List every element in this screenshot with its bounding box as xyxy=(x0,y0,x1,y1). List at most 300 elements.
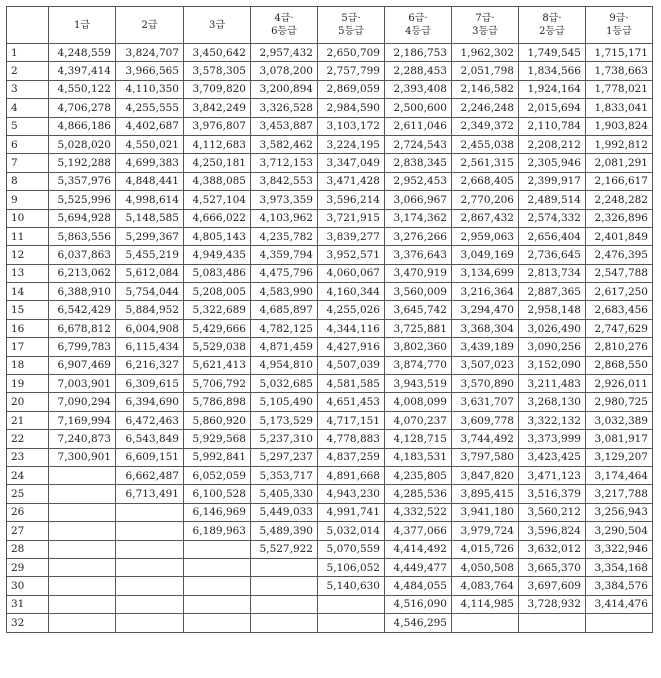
salary-cell: 3,414,476 xyxy=(586,595,653,613)
salary-cell xyxy=(49,614,116,632)
step-number-cell: 12 xyxy=(7,246,49,264)
salary-cell: 4,183,531 xyxy=(385,448,452,466)
salary-cell: 3,322,132 xyxy=(519,411,586,429)
salary-cell xyxy=(251,595,318,613)
salary-cell: 1,715,171 xyxy=(586,44,653,62)
table-row xyxy=(7,264,653,282)
salary-cell: 2,984,590 xyxy=(318,99,385,117)
step-number-cell: 8 xyxy=(7,172,49,190)
salary-cell: 4,388,085 xyxy=(184,172,251,190)
salary-cell: 4,866,186 xyxy=(49,117,116,135)
salary-cell: 3,712,153 xyxy=(251,154,318,172)
table-row xyxy=(7,80,653,98)
header-cell-grade: 1급 xyxy=(49,7,116,44)
salary-cell: 5,525,996 xyxy=(49,191,116,209)
salary-cell: 4,344,116 xyxy=(318,319,385,337)
salary-cell: 6,609,151 xyxy=(116,448,184,466)
salary-cell: 2,724,543 xyxy=(385,135,452,153)
salary-cell: 2,166,617 xyxy=(586,172,653,190)
salary-cell xyxy=(318,614,385,632)
table-row xyxy=(7,338,653,356)
salary-cell xyxy=(49,485,116,503)
salary-cell: 3,276,266 xyxy=(385,227,452,245)
salary-cell: 2,611,046 xyxy=(385,117,452,135)
salary-cell: 4,255,026 xyxy=(318,301,385,319)
step-number-cell: 20 xyxy=(7,393,49,411)
table-row xyxy=(7,117,653,135)
salary-cell: 4,359,794 xyxy=(251,246,318,264)
salary-cell: 4,805,143 xyxy=(184,227,251,245)
salary-cell xyxy=(318,595,385,613)
header-cell-step xyxy=(7,7,49,44)
salary-cell: 6,394,690 xyxy=(116,393,184,411)
salary-cell: 5,208,005 xyxy=(184,283,251,301)
salary-cell: 3,256,943 xyxy=(586,503,653,521)
salary-cell: 6,662,487 xyxy=(116,466,184,484)
salary-cell: 3,507,023 xyxy=(452,356,519,374)
salary-cell: 2,500,600 xyxy=(385,99,452,117)
salary-cell: 4,954,810 xyxy=(251,356,318,374)
salary-cell: 3,943,519 xyxy=(385,375,452,393)
salary-cell: 5,694,928 xyxy=(49,209,116,227)
salary-cell: 4,377,066 xyxy=(385,522,452,540)
salary-cell: 6,146,969 xyxy=(184,503,251,521)
salary-cell: 5,455,219 xyxy=(116,246,184,264)
salary-cell xyxy=(49,558,116,576)
salary-cell: 3,078,200 xyxy=(251,62,318,80)
salary-cell: 2,668,405 xyxy=(452,172,519,190)
salary-cell xyxy=(49,522,116,540)
salary-cell: 3,665,370 xyxy=(519,558,586,576)
salary-cell: 3,423,425 xyxy=(519,448,586,466)
salary-cell: 3,570,890 xyxy=(452,375,519,393)
salary-cell: 2,081,291 xyxy=(586,154,653,172)
salary-cell xyxy=(184,558,251,576)
salary-cell xyxy=(116,522,184,540)
table-row xyxy=(7,301,653,319)
salary-cell: 3,134,699 xyxy=(452,264,519,282)
salary-cell: 3,174,362 xyxy=(385,209,452,227)
salary-cell: 4,666,022 xyxy=(184,209,251,227)
salary-cell: 2,656,404 xyxy=(519,227,586,245)
salary-cell: 4,706,278 xyxy=(49,99,116,117)
salary-cell: 3,973,359 xyxy=(251,191,318,209)
salary-cell: 3,174,464 xyxy=(586,466,653,484)
salary-cell: 5,527,922 xyxy=(251,540,318,558)
salary-cell: 3,895,415 xyxy=(452,485,519,503)
table-row xyxy=(7,283,653,301)
salary-cell: 4,402,687 xyxy=(116,117,184,135)
salary-cell: 2,248,282 xyxy=(586,191,653,209)
salary-cell: 4,949,435 xyxy=(184,246,251,264)
salary-cell: 4,128,715 xyxy=(385,430,452,448)
step-number-cell: 26 xyxy=(7,503,49,521)
salary-cell: 4,160,344 xyxy=(318,283,385,301)
salary-cell: 6,678,812 xyxy=(49,319,116,337)
salary-cell: 4,235,805 xyxy=(385,466,452,484)
table-row xyxy=(7,99,653,117)
salary-cell: 2,868,550 xyxy=(586,356,653,374)
salary-cell: 3,797,580 xyxy=(452,448,519,466)
salary-cell: 5,106,052 xyxy=(318,558,385,576)
table-row xyxy=(7,246,653,264)
salary-cell: 2,349,372 xyxy=(452,117,519,135)
salary-cell: 1,962,302 xyxy=(452,44,519,62)
salary-cell: 2,146,582 xyxy=(452,80,519,98)
salary-cell: 3,049,169 xyxy=(452,246,519,264)
table-row xyxy=(7,135,653,153)
salary-cell xyxy=(116,503,184,521)
salary-cell: 4,651,453 xyxy=(318,393,385,411)
salary-cell: 3,453,887 xyxy=(251,117,318,135)
header-cell-grade: 9급· 1등급 xyxy=(586,7,653,44)
salary-cell: 1,749,545 xyxy=(519,44,586,62)
salary-cell: 6,799,783 xyxy=(49,338,116,356)
salary-cell: 2,305,946 xyxy=(519,154,586,172)
salary-cell: 6,115,434 xyxy=(116,338,184,356)
salary-cell: 3,152,090 xyxy=(519,356,586,374)
salary-cell: 2,926,011 xyxy=(586,375,653,393)
salary-cell: 3,632,012 xyxy=(519,540,586,558)
salary-cell: 2,867,432 xyxy=(452,209,519,227)
step-number-cell: 9 xyxy=(7,191,49,209)
salary-cell: 3,839,277 xyxy=(318,227,385,245)
salary-cell: 3,470,919 xyxy=(385,264,452,282)
salary-cell: 4,527,104 xyxy=(184,191,251,209)
salary-table xyxy=(6,6,653,633)
salary-cell: 4,110,350 xyxy=(116,80,184,98)
salary-cell: 2,813,734 xyxy=(519,264,586,282)
step-number-cell: 7 xyxy=(7,154,49,172)
table-row xyxy=(7,614,653,632)
salary-cell: 2,574,332 xyxy=(519,209,586,227)
salary-cell: 3,224,195 xyxy=(318,135,385,153)
salary-cell xyxy=(184,540,251,558)
salary-cell: 2,110,784 xyxy=(519,117,586,135)
salary-cell: 5,173,529 xyxy=(251,411,318,429)
salary-cell: 3,578,305 xyxy=(184,62,251,80)
salary-cell xyxy=(184,614,251,632)
salary-cell: 3,026,490 xyxy=(519,319,586,337)
salary-cell: 5,237,310 xyxy=(251,430,318,448)
salary-cell: 3,471,123 xyxy=(519,466,586,484)
salary-cell: 5,297,237 xyxy=(251,448,318,466)
step-number-cell: 13 xyxy=(7,264,49,282)
salary-cell: 5,529,038 xyxy=(184,338,251,356)
salary-cell: 3,347,049 xyxy=(318,154,385,172)
salary-cell: 4,507,039 xyxy=(318,356,385,374)
salary-cell: 3,354,168 xyxy=(586,558,653,576)
step-number-cell: 28 xyxy=(7,540,49,558)
salary-cell: 4,871,459 xyxy=(251,338,318,356)
salary-cell xyxy=(251,558,318,576)
salary-cell: 7,300,901 xyxy=(49,448,116,466)
salary-cell: 3,966,565 xyxy=(116,62,184,80)
step-number-cell: 29 xyxy=(7,558,49,576)
salary-cell: 2,547,788 xyxy=(586,264,653,282)
table-row xyxy=(7,172,653,190)
step-number-cell: 4 xyxy=(7,99,49,117)
salary-cell: 2,757,799 xyxy=(318,62,385,80)
step-number-cell: 31 xyxy=(7,595,49,613)
header-row xyxy=(7,7,653,44)
step-number-cell: 27 xyxy=(7,522,49,540)
salary-cell xyxy=(49,595,116,613)
salary-cell: 2,810,276 xyxy=(586,338,653,356)
step-number-cell: 32 xyxy=(7,614,49,632)
salary-cell: 5,860,920 xyxy=(184,411,251,429)
step-number-cell: 19 xyxy=(7,375,49,393)
salary-cell: 3,439,189 xyxy=(452,338,519,356)
salary-cell: 4,685,897 xyxy=(251,301,318,319)
salary-cell: 3,725,881 xyxy=(385,319,452,337)
step-number-cell: 15 xyxy=(7,301,49,319)
table-row xyxy=(7,44,653,62)
salary-cell xyxy=(116,540,184,558)
salary-cell xyxy=(184,595,251,613)
salary-cell: 4,285,536 xyxy=(385,485,452,503)
salary-cell: 5,786,898 xyxy=(184,393,251,411)
salary-cell: 2,489,514 xyxy=(519,191,586,209)
salary-cell: 2,393,408 xyxy=(385,80,452,98)
salary-cell: 4,427,916 xyxy=(318,338,385,356)
salary-cell: 7,090,294 xyxy=(49,393,116,411)
salary-cell: 2,186,753 xyxy=(385,44,452,62)
salary-cell xyxy=(251,614,318,632)
table-row xyxy=(7,558,653,576)
salary-cell: 4,837,259 xyxy=(318,448,385,466)
table-row xyxy=(7,577,653,595)
step-number-cell: 1 xyxy=(7,44,49,62)
salary-cell: 3,979,724 xyxy=(452,522,519,540)
salary-cell: 5,032,014 xyxy=(318,522,385,540)
salary-cell xyxy=(49,466,116,484)
salary-cell: 2,208,212 xyxy=(519,135,586,153)
salary-cell: 1,834,566 xyxy=(519,62,586,80)
salary-cell: 1,924,164 xyxy=(519,80,586,98)
header-cell-grade: 3급 xyxy=(184,7,251,44)
salary-cell: 4,546,295 xyxy=(385,614,452,632)
salary-cell: 3,103,172 xyxy=(318,117,385,135)
salary-cell: 3,596,214 xyxy=(318,191,385,209)
salary-cell: 2,288,453 xyxy=(385,62,452,80)
salary-cell xyxy=(116,595,184,613)
table-row xyxy=(7,154,653,172)
salary-cell: 6,309,615 xyxy=(116,375,184,393)
salary-cell: 5,992,841 xyxy=(184,448,251,466)
salary-cell xyxy=(49,577,116,595)
salary-cell: 3,609,778 xyxy=(452,411,519,429)
salary-cell: 4,114,985 xyxy=(452,595,519,613)
salary-cell: 3,290,504 xyxy=(586,522,653,540)
header-cell-grade: 5급· 5등급 xyxy=(318,7,385,44)
salary-cell: 6,189,963 xyxy=(184,522,251,540)
header-cell-grade: 2급 xyxy=(116,7,184,44)
header-cell-grade: 7급· 3등급 xyxy=(452,7,519,44)
salary-cell: 1,738,663 xyxy=(586,62,653,80)
step-number-cell: 3 xyxy=(7,80,49,98)
salary-cell: 5,429,666 xyxy=(184,319,251,337)
salary-cell: 6,213,062 xyxy=(49,264,116,282)
salary-cell: 3,066,967 xyxy=(385,191,452,209)
salary-cell: 3,032,389 xyxy=(586,411,653,429)
table-row xyxy=(7,466,653,484)
salary-cell: 4,235,782 xyxy=(251,227,318,245)
salary-cell: 5,863,556 xyxy=(49,227,116,245)
salary-cell: 2,326,896 xyxy=(586,209,653,227)
table-row xyxy=(7,62,653,80)
salary-cell: 4,248,559 xyxy=(49,44,116,62)
salary-cell: 3,941,180 xyxy=(452,503,519,521)
table-row xyxy=(7,411,653,429)
salary-cell: 6,907,469 xyxy=(49,356,116,374)
salary-cell: 6,004,908 xyxy=(116,319,184,337)
salary-cell: 4,699,383 xyxy=(116,154,184,172)
salary-cell: 3,847,820 xyxy=(452,466,519,484)
salary-cell: 3,842,249 xyxy=(184,99,251,117)
salary-cell: 4,583,990 xyxy=(251,283,318,301)
step-number-cell: 25 xyxy=(7,485,49,503)
salary-cell: 3,645,742 xyxy=(385,301,452,319)
salary-cell: 2,246,248 xyxy=(452,99,519,117)
salary-cell: 3,211,483 xyxy=(519,375,586,393)
salary-cell: 4,050,508 xyxy=(452,558,519,576)
salary-cell: 2,736,645 xyxy=(519,246,586,264)
step-number-cell: 18 xyxy=(7,356,49,374)
step-number-cell: 24 xyxy=(7,466,49,484)
salary-cell: 3,596,824 xyxy=(519,522,586,540)
salary-cell: 2,617,250 xyxy=(586,283,653,301)
salary-cell: 2,887,365 xyxy=(519,283,586,301)
salary-cell: 5,028,020 xyxy=(49,135,116,153)
salary-cell: 4,991,741 xyxy=(318,503,385,521)
salary-cell: 3,824,707 xyxy=(116,44,184,62)
salary-cell: 2,401,849 xyxy=(586,227,653,245)
salary-cell: 4,581,585 xyxy=(318,375,385,393)
salary-cell: 6,543,849 xyxy=(116,430,184,448)
salary-cell: 4,782,125 xyxy=(251,319,318,337)
step-number-cell: 2 xyxy=(7,62,49,80)
salary-cell: 3,697,609 xyxy=(519,577,586,595)
salary-cell: 5,070,559 xyxy=(318,540,385,558)
salary-cell: 4,070,237 xyxy=(385,411,452,429)
salary-cell: 5,032,685 xyxy=(251,375,318,393)
step-number-cell: 22 xyxy=(7,430,49,448)
salary-cell: 3,326,528 xyxy=(251,99,318,117)
salary-cell: 5,621,413 xyxy=(184,356,251,374)
table-row xyxy=(7,356,653,374)
salary-cell: 3,721,915 xyxy=(318,209,385,227)
salary-cell: 4,414,492 xyxy=(385,540,452,558)
salary-cell: 2,838,345 xyxy=(385,154,452,172)
salary-cell: 4,848,441 xyxy=(116,172,184,190)
salary-cell: 1,833,041 xyxy=(586,99,653,117)
salary-cell: 4,998,614 xyxy=(116,191,184,209)
salary-cell: 3,373,999 xyxy=(519,430,586,448)
salary-cell xyxy=(586,614,653,632)
salary-cell: 3,952,571 xyxy=(318,246,385,264)
salary-cell: 7,240,873 xyxy=(49,430,116,448)
salary-cell: 2,015,694 xyxy=(519,99,586,117)
table-row xyxy=(7,485,653,503)
salary-cell: 5,405,330 xyxy=(251,485,318,503)
step-number-cell: 6 xyxy=(7,135,49,153)
table-row xyxy=(7,227,653,245)
salary-cell: 2,958,148 xyxy=(519,301,586,319)
salary-cell: 5,489,390 xyxy=(251,522,318,540)
salary-cell: 3,582,462 xyxy=(251,135,318,153)
step-number-cell: 14 xyxy=(7,283,49,301)
salary-cell: 1,903,824 xyxy=(586,117,653,135)
salary-cell: 2,959,063 xyxy=(452,227,519,245)
salary-cell: 5,449,033 xyxy=(251,503,318,521)
salary-cell: 6,542,429 xyxy=(49,301,116,319)
salary-cell: 3,217,788 xyxy=(586,485,653,503)
salary-cell: 3,322,946 xyxy=(586,540,653,558)
salary-cell: 2,650,709 xyxy=(318,44,385,62)
salary-cell: 4,397,414 xyxy=(49,62,116,80)
salary-cell: 1,778,021 xyxy=(586,80,653,98)
salary-cell: 3,516,379 xyxy=(519,485,586,503)
salary-cell: 3,200,894 xyxy=(251,80,318,98)
salary-cell: 3,368,304 xyxy=(452,319,519,337)
salary-cell: 7,169,994 xyxy=(49,411,116,429)
salary-cell xyxy=(452,614,519,632)
step-number-cell: 23 xyxy=(7,448,49,466)
salary-cell: 6,037,863 xyxy=(49,246,116,264)
salary-cell xyxy=(184,577,251,595)
salary-cell: 4,083,764 xyxy=(452,577,519,595)
salary-cell xyxy=(116,614,184,632)
salary-cell: 3,376,643 xyxy=(385,246,452,264)
salary-cell: 3,216,364 xyxy=(452,283,519,301)
salary-cell: 3,450,642 xyxy=(184,44,251,62)
salary-cell: 5,140,630 xyxy=(318,577,385,595)
salary-cell: 2,747,629 xyxy=(586,319,653,337)
salary-cell: 3,728,932 xyxy=(519,595,586,613)
salary-cell: 5,148,585 xyxy=(116,209,184,227)
table-row xyxy=(7,503,653,521)
header-cell-grade: 4급· 6등급 xyxy=(251,7,318,44)
salary-cell: 3,631,707 xyxy=(452,393,519,411)
salary-cell: 5,299,367 xyxy=(116,227,184,245)
salary-cell: 3,081,917 xyxy=(586,430,653,448)
salary-cell: 3,802,360 xyxy=(385,338,452,356)
salary-cell: 5,083,486 xyxy=(184,264,251,282)
salary-cell: 6,388,910 xyxy=(49,283,116,301)
table-row xyxy=(7,540,653,558)
salary-cell: 3,471,428 xyxy=(318,172,385,190)
salary-cell: 3,842,553 xyxy=(251,172,318,190)
salary-cell: 4,475,796 xyxy=(251,264,318,282)
salary-cell: 4,516,090 xyxy=(385,595,452,613)
step-number-cell: 17 xyxy=(7,338,49,356)
salary-cell: 3,268,130 xyxy=(519,393,586,411)
salary-cell: 3,976,807 xyxy=(184,117,251,135)
table-row xyxy=(7,430,653,448)
salary-cell: 3,294,470 xyxy=(452,301,519,319)
table-row xyxy=(7,375,653,393)
step-number-cell: 11 xyxy=(7,227,49,245)
salary-cell: 4,015,726 xyxy=(452,540,519,558)
salary-cell: 2,476,395 xyxy=(586,246,653,264)
salary-cell: 4,103,962 xyxy=(251,209,318,227)
salary-cell: 4,891,668 xyxy=(318,466,385,484)
salary-cell: 2,051,798 xyxy=(452,62,519,80)
salary-cell: 3,129,207 xyxy=(586,448,653,466)
step-number-cell: 5 xyxy=(7,117,49,135)
table-row xyxy=(7,209,653,227)
